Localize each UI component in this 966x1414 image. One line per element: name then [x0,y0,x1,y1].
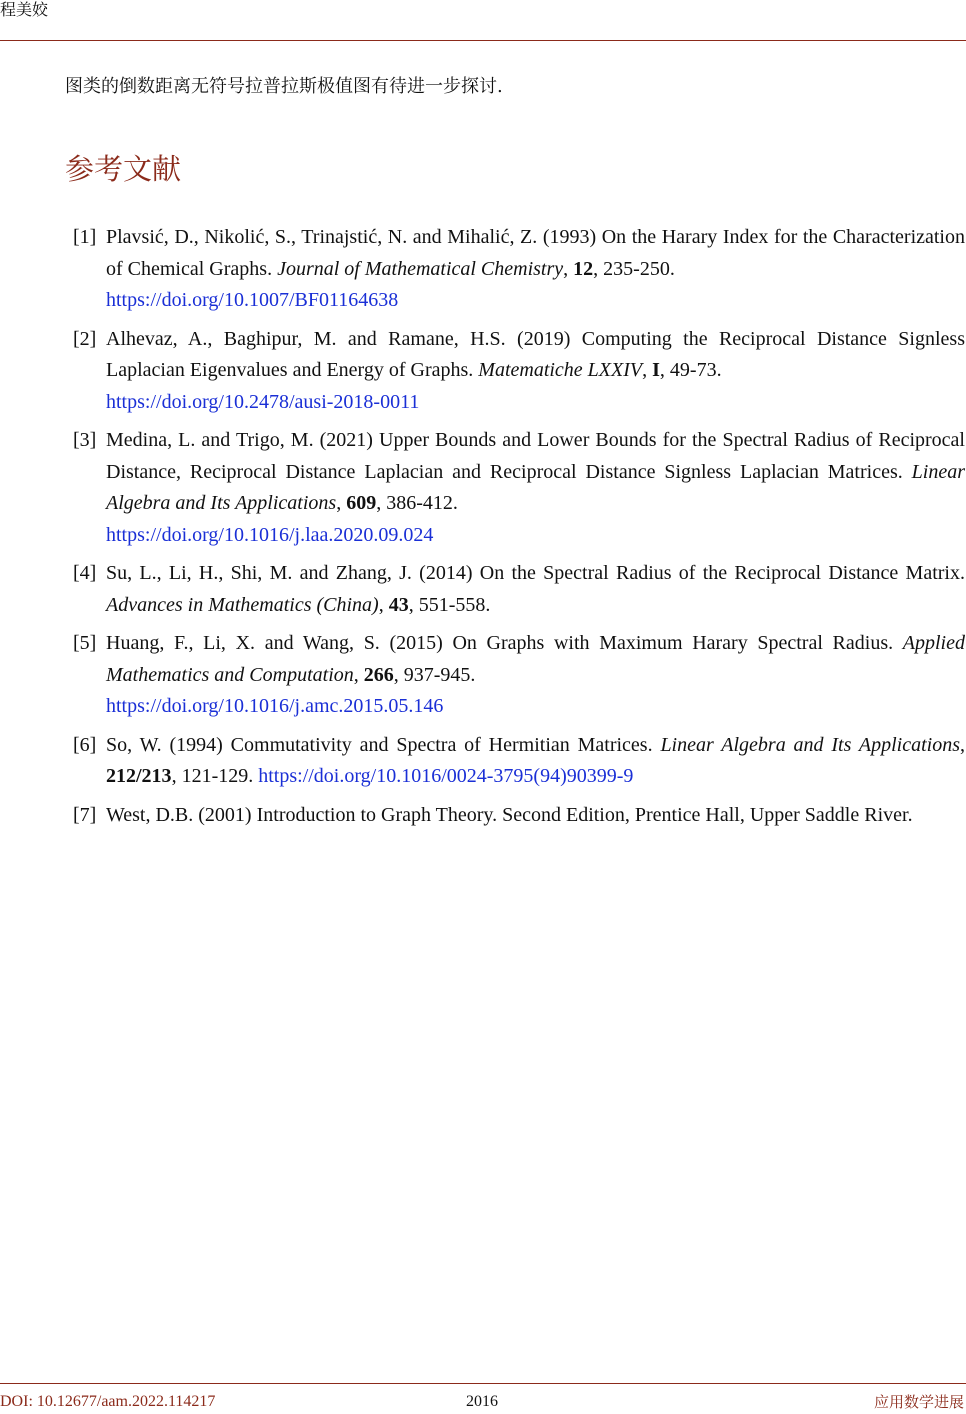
reference-pages: , 937-945. [393,663,476,686]
reference-volume: 609 [346,492,377,514]
reference-number: [7] [73,803,97,826]
reference-item [65,425,965,551]
intro-paragraph: 图类的倒数距离无符号拉普拉斯极值图有待进一步探讨. [65,76,503,97]
reference-item [65,324,965,419]
reference-journal: Journal of Mathematical Chemistry [277,257,564,280]
reference-number: [5] [73,632,97,654]
running-head: 程美姣 [0,0,49,19]
reference-text: Huang, F., Li, X. and Wang, S. (2015) On Graphs with Maximum Harary Spectral Radius. [106,632,903,654]
reference-item [65,800,965,832]
reference-text: Medina, L. and Trigo, M. (2021) Upper Bounds and Lower Bounds for the Spectral Radius of Reciprocal Distance, Reciprocal Distance Laplacian and Reciprocal Distance Signless Laplacian Matrices. [106,429,965,483]
reference-sep: , [378,593,389,616]
reference-pages: , 235-250. [593,257,675,280]
reference-text: Alhevaz, A., Baghipur, M. and Ramane, H.S. (2019) Computing the Reciprocal Distance Signless Laplacian Eigenvalues and Energy of Graphs. [106,327,965,381]
reference-doi-link[interactable]: https://doi.org/10.1007/BF01164638 [106,289,399,311]
reference-item [65,222,965,317]
reference-number: [4] [73,562,97,584]
reference-journal: Linear Algebra and Its Applications [106,460,965,514]
reference-journal: Linear Algebra and Its Applications [660,733,960,756]
reference-pages: , 386-412. [376,492,458,514]
reference-journal: Advances in Mathematics (China) [106,593,379,616]
reference-doi-link[interactable]: https://doi.org/10.2478/ausi-2018-0011 [106,390,420,413]
reference-item [65,558,965,621]
page-number: 2016 [466,1393,498,1410]
reference-text: So, W. (1994) Commutativity and Spectra of Hermitian Matrices. [106,733,661,756]
footer-doi: DOI: 10.12677/aam.2022.114217 [0,1393,216,1410]
reference-doi-link[interactable]: https://doi.org/10.1016/j.laa.2020.09.024 [106,523,434,546]
reference-text: Plavsić, D., Nikolić, S., Trinajstić, N. and Mihalić, Z. (1993) On the Harary Index for the Characterization of Chemical Graphs. [106,226,965,280]
reference-doi-link[interactable]: https://doi.org/10.1016/0024-3795(94)90399-9 [258,765,634,787]
reference-journal: Matematiche LXXIV [478,359,643,381]
reference-pages: , 49-73. [659,359,722,381]
footer-journal-name: 应用数学进展 [873,1393,964,1411]
reference-number: [3] [73,429,97,451]
reference-sep: , [642,359,653,381]
reference-number: [6] [73,733,97,756]
reference-sep: , [336,492,347,514]
reference-sep: , [563,257,574,280]
header-rule [0,40,966,41]
reference-item [65,628,965,723]
reference-pages: , 551-558. [408,593,491,616]
reference-doi-link[interactable]: https://doi.org/10.1016/j.amc.2015.05.146 [106,695,444,717]
reference-volume: 43 [388,593,409,616]
reference-list [65,222,965,838]
reference-number: [1] [73,226,97,248]
reference-text: Su, L., Li, H., Shi, M. and Zhang, J. (2014) On the Spectral Radius of the Reciprocal Distance Matrix. [106,562,965,584]
reference-text: West, D.B. (2001) Introduction to Graph Theory. Second Edition, Prentice Hall, Upper Saddle River. [106,803,913,826]
reference-sep: , [960,733,965,756]
reference-volume: 212/213 [106,765,172,787]
reference-pages: , 121-129. [171,765,259,787]
section-title: 参考文献 [65,152,182,186]
reference-journal: Applied Mathematics and Computation [106,632,965,686]
reference-volume: I [652,359,660,381]
reference-sep: , [353,663,364,686]
footer-rule [0,1383,966,1384]
reference-item [65,730,965,793]
reference-volume: 266 [363,663,394,686]
reference-volume: 12 [573,257,594,280]
reference-number: [2] [73,327,97,350]
